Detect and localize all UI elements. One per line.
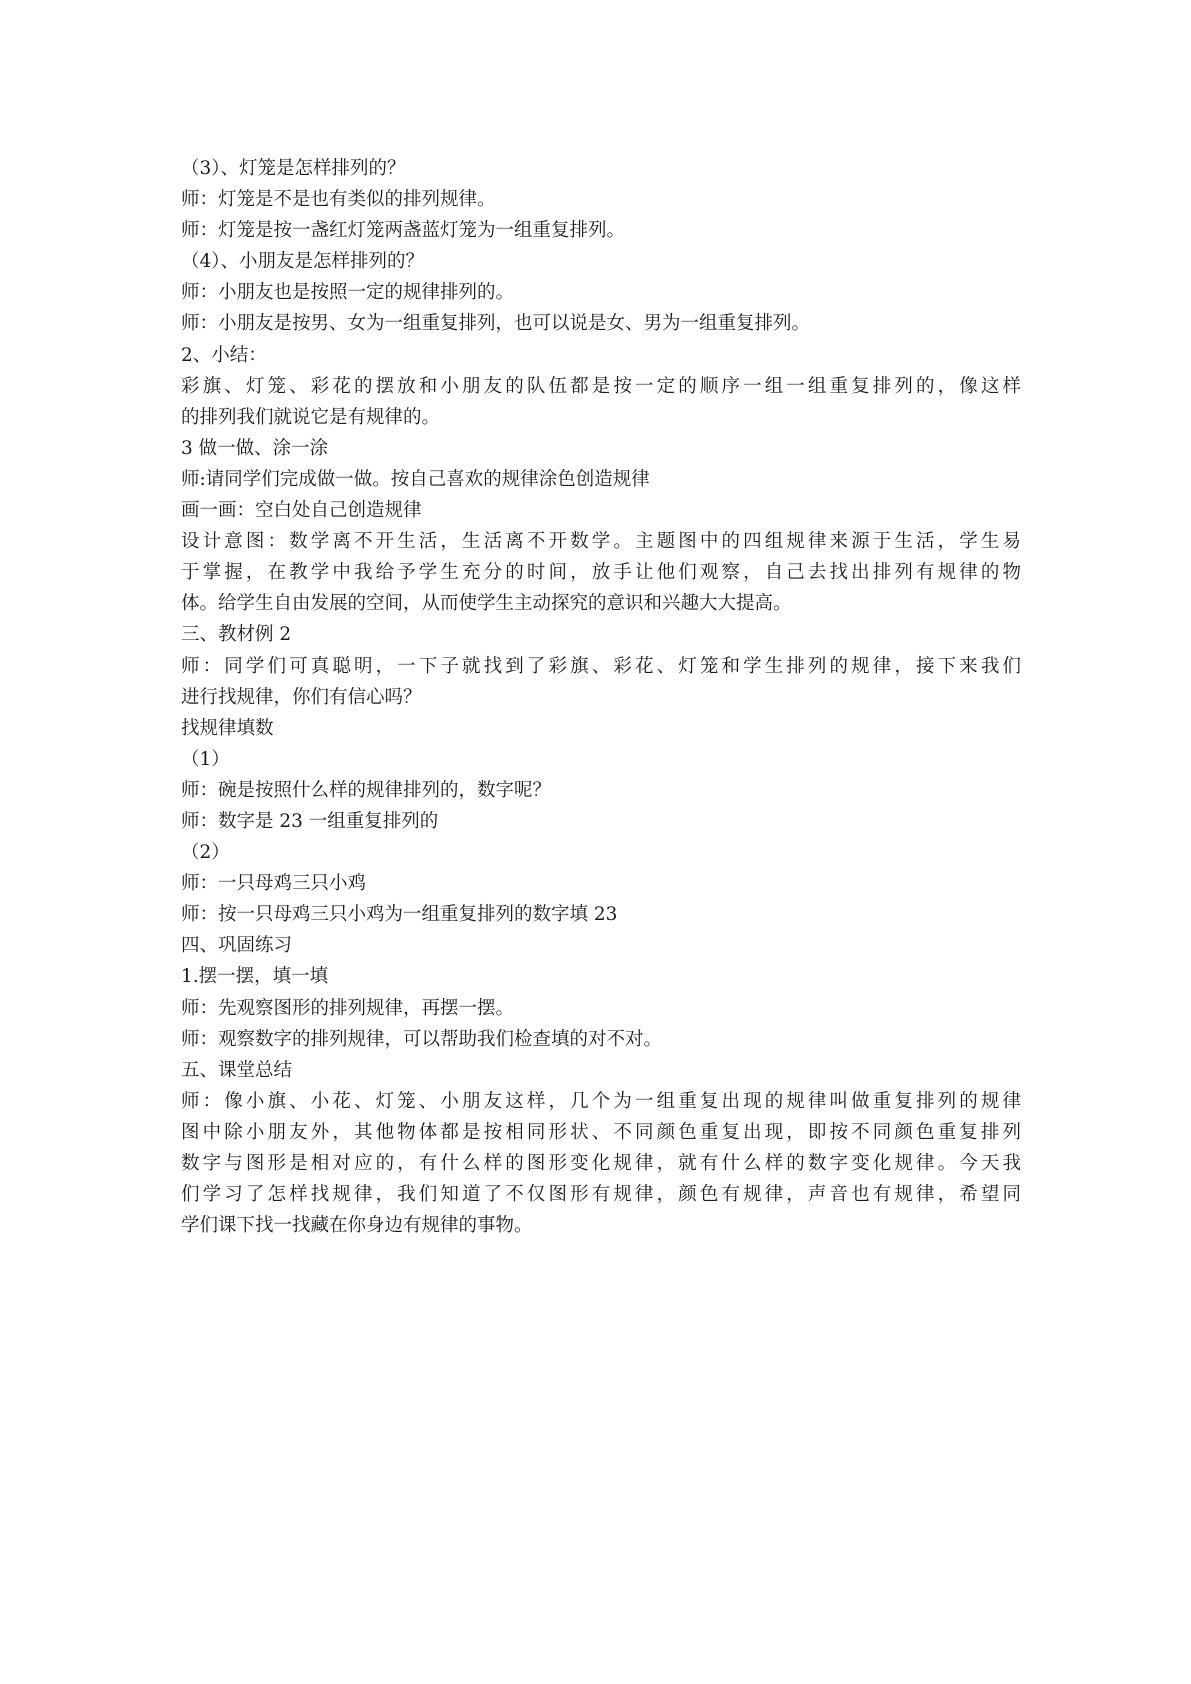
paragraph-line: 师：同学们可真聪明，一下子就找到了彩旗、彩花、灯笼和学生排列的规律，接下来我们 — [181, 655, 1021, 677]
teacher-line: 师：灯笼是不是也有类似的排列规律。 — [181, 189, 496, 211]
section-heading-summary: 五、课堂总结 — [181, 1059, 293, 1081]
teacher-line: 师：灯笼是按一盏红灯笼两盏蓝灯笼为一组重复排列。 — [181, 220, 626, 242]
paragraph-line: 彩旗、灯笼、彩花的摆放和小朋友的队伍都是按一定的顺序一组一组重复排列的，像这样 — [181, 375, 1021, 397]
teacher-line: 师：一只母鸡三只小鸡 — [181, 873, 367, 895]
subheading-fill-numbers: 找规律填数 — [181, 717, 274, 739]
draw-instruction: 画一画：空白处自己创造规律 — [181, 500, 422, 522]
paragraph-line: 图中除小朋友外，其他物体都是按相同形状、不同颜色重复出现，即按不同颜色重复排列 — [181, 1121, 1021, 1143]
section-heading-children: （4）、小朋友是怎样排列的？ — [181, 251, 425, 273]
summary-heading: 2、小结： — [181, 344, 267, 366]
design-intent-paragraph — [181, 526, 1021, 619]
teacher-line: 师：小朋友也是按照一定的规律排列的。 — [181, 282, 515, 304]
paragraph-line: 数字与图形是相对应的，有什么样的图形变化规律，就有什么样的数字变化规律。今天我 — [181, 1153, 1021, 1174]
section-heading-lanterns: （3）、灯笼是怎样排列的？ — [181, 158, 406, 179]
section-heading-example: 三、教材例 2 — [181, 624, 292, 646]
teacher-line: 师：碗是按照什么样的规律排列的，数字呢？ — [181, 779, 552, 801]
item-number: （1） — [181, 748, 230, 770]
activity-heading: 3 做一做、涂一涂 — [181, 437, 329, 459]
exercise-heading: 1.摆一摆，填一填 — [181, 966, 329, 988]
item-number: （2） — [181, 842, 230, 864]
document-body — [181, 153, 1021, 1241]
paragraph-line: 设计意图：数学离不开生活，生活离不开数学。主题图中的四组规律来源于生活，学生易 — [181, 531, 1021, 553]
paragraph-line: 的排列我们就说它是有规律的。 — [181, 406, 441, 428]
teacher-line: 师：按一只母鸡三只小鸡为一组重复排列的数字填 23 — [181, 904, 618, 926]
summary-paragraph — [181, 371, 1021, 433]
paragraph-line: 们学习了怎样找规律，我们知道了不仅图形有规律，颜色有规律，声音也有规律，希望同 — [181, 1184, 1021, 1206]
closing-paragraph — [181, 1086, 1021, 1241]
paragraph-line: 师：像小旗、小花、灯笼、小朋友这样，几个为一组重复出现的规律叫做重复排列的规律 — [181, 1090, 1021, 1112]
teacher-paragraph — [181, 651, 1021, 713]
teacher-line: 师:请同学们完成做一做。按自己喜欢的规律涂色创造规律 — [181, 468, 650, 490]
section-heading-practice: 四、巩固练习 — [181, 935, 293, 957]
paragraph-line: 于掌握，在教学中我给予学生充分的时间，放手让他们观察，自己去找出排列有规律的物 — [181, 562, 1021, 584]
teacher-line: 师：小朋友是按男、女为一组重复排列，也可以说是女、男为一组重复排列。 — [181, 313, 811, 335]
teacher-line: 师：数字是 23 一组重复排列的 — [181, 810, 439, 832]
teacher-line: 师：先观察图形的排列规律，再摆一摆。 — [181, 997, 515, 1019]
paragraph-line: 学们课下找一找藏在你身边有规律的事物。 — [181, 1215, 533, 1237]
paragraph-line: 体。给学生自由发展的空间，从而使学生主动探究的意识和兴趣大大提高。 — [181, 593, 792, 615]
paragraph-line: 进行找规律，你们有信心吗？ — [181, 686, 422, 708]
teacher-line: 师：观察数字的排列规律，可以帮助我们检查填的对不对。 — [181, 1028, 663, 1050]
